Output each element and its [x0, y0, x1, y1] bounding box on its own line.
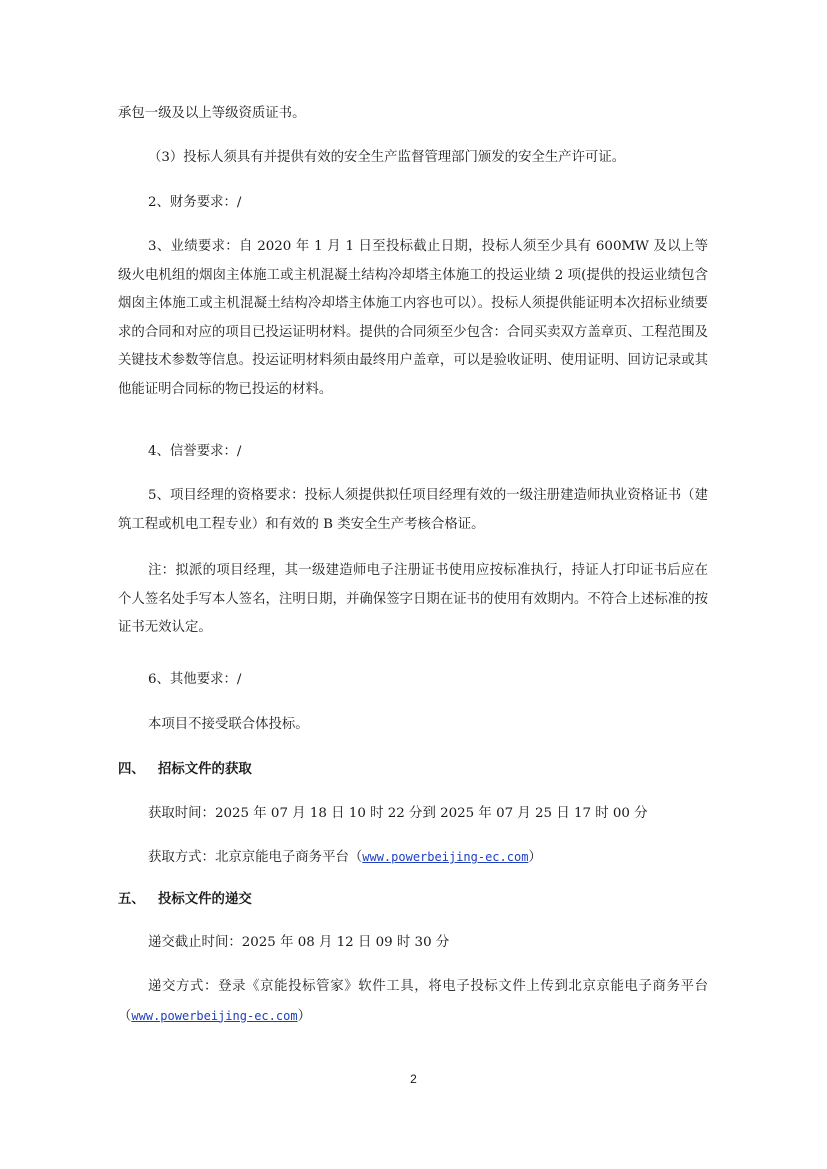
submit-method-text: 递交方式：登录《京能投标管家》软件工具，将电子投标文件上传到北京京能电子商务平台（	[118, 979, 708, 1024]
paragraph-reputation: 4、信誉要求：/	[148, 444, 242, 459]
section-heading-4	[118, 756, 708, 785]
paragraph-other: 6、其他要求：/	[148, 672, 242, 687]
platform-link[interactable]: www.powerbeijing-ec.com	[362, 850, 529, 864]
submit-platform-link[interactable]: www.powerbeijing-ec.com	[131, 1008, 298, 1023]
section-heading-5	[118, 886, 708, 915]
section-title-4: 招标文件的获取	[158, 762, 252, 777]
submit-method-suffix: ）	[297, 1008, 311, 1024]
page-number: 2	[410, 1072, 417, 1086]
paragraph-acquire-method	[118, 843, 708, 873]
section-number-5: 五、	[118, 892, 145, 907]
section-title-5: 投标文件的递交	[158, 892, 252, 907]
paragraph-no-consortium: 本项目不接受联合体投标。	[148, 717, 309, 732]
paragraph-acquire-time: 获取时间：2025 年 07 月 18 日 10 时 22 分到 2025 年 07 月 25 日 17 时 00 分	[148, 806, 648, 821]
paragraph-submit-deadline: 递交截止时间：2025 年 08 月 12 日 09 时 30 分	[148, 935, 450, 950]
acquire-method-text: 获取方式：北京京能电子商务平台（	[148, 850, 363, 865]
acquire-method-suffix: ）	[528, 850, 542, 865]
paragraph-project-manager: 5、项目经理的资格要求：投标人须提供拟任项目经理有效的一级注册建造师执业资格证书（建筑工程或机电工程专业）和有效的 B 类安全生产考核合格证。	[118, 488, 708, 532]
paragraph-submit-method	[118, 973, 708, 1031]
paragraph-safety-license: （3）投标人须具有并提供有效的安全生产监督管理部门颁发的安全生产许可证。	[148, 150, 626, 165]
paragraph-finance: 2、财务要求：/	[148, 195, 242, 210]
paragraph-performance: 3、业绩要求：自 2020 年 1 月 1 日至投标截止日期，投标人须至少具有 600MW 及以上等级火电机组的烟囱主体施工或主机混凝土结构冷却塔主体施工的投运业绩 2 项(提供的投运业绩包含烟囱主体施工或主机混凝土结构冷却塔主体施工内容也可以）。投标人须提供能证明本次招标业绩要求的合同和对应的项目已投运证明材料。提供的合同须至少包含：合同买卖双方盖章页、工程范围及关键技术参数等信息。投运证明材料须由最终用户盖章，可以是验收证明、使用证明、回访记录或其他能证明合同标的物已投运的材料。	[118, 239, 708, 397]
section-number-4: 四、	[118, 762, 145, 777]
paragraph-note: 注：拟派的项目经理，其一级建造师电子注册证书使用应按标准执行，持证人打印证书后应在个人签名处手写本人签名，注明日期，并确保签字日期在证书的使用有效期内。不符合上述标准的按证书无效认定。	[118, 563, 708, 636]
paragraph-qualification-end: 承包一级及以上等级资质证书。	[118, 106, 306, 121]
